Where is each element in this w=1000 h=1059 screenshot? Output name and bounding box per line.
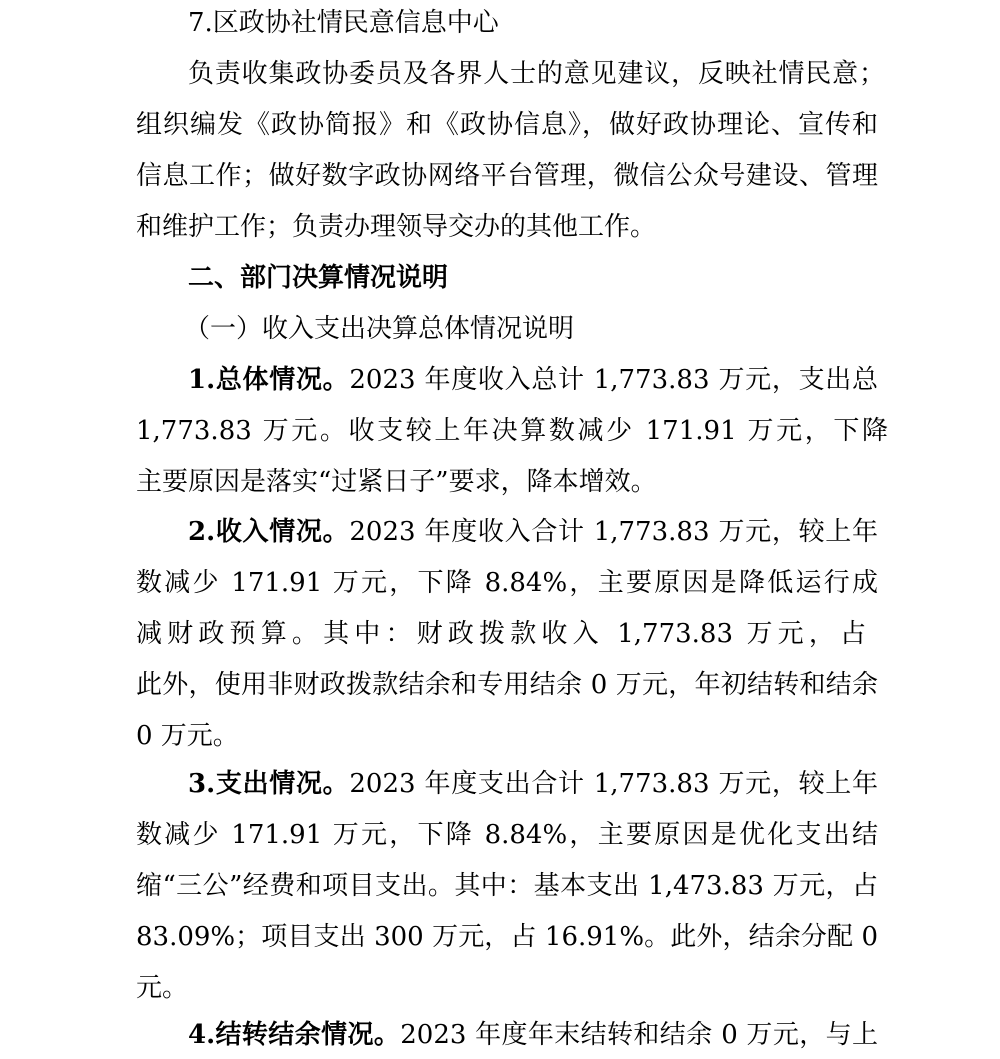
org-heading: 7.区政协社情民意信息中心: [188, 8, 499, 38]
paragraph-line: 0 万元。: [136, 721, 239, 751]
paragraph-line: 主要原因是落实“过紧日子”要求，降本增效。: [136, 467, 657, 497]
org-description-line: 和维护工作；负责办理领导交办的其他工作。: [136, 212, 657, 242]
paragraph-text: 2023 年度年末结转和结余 0 万元，与上: [400, 1020, 878, 1050]
paragraph-lead: 2.收入情况。: [188, 517, 350, 547]
paragraph-line: [188, 767, 878, 801]
paragraph-line: 数减少 171.91 万元，下降 8.84%，主要原因是优化支出结: [136, 820, 878, 850]
paragraph-lead: 1.总体情况。: [188, 365, 350, 395]
org-description-line: 负责收集政协委员及各界人士的意见建议，反映社情民意；: [188, 59, 885, 89]
paragraph-line: 减财政预算。其中：财政拨款收入 1,773.83 万元，占: [136, 619, 866, 649]
paragraph-lead: 4.结转结余情况。: [188, 1020, 401, 1050]
org-description-line: 组织编发《政协简报》和《政协信息》，做好政协理论、宣传和: [136, 110, 878, 140]
paragraph-line: 元。: [136, 973, 189, 1003]
paragraph-line: 83.09%；项目支出 300 万元，占 16.91%。此外，结余分配 0: [136, 922, 878, 952]
paragraph-line: [188, 515, 878, 549]
paragraph-text: 2023 年度收入合计 1,773.83 万元，较上年: [349, 517, 878, 547]
section-heading: 二、部门决算情况说明: [188, 263, 449, 293]
paragraph-line: [188, 1018, 878, 1052]
org-description-line: 信息工作；做好数字政协网络平台管理，微信公众号建设、管理: [136, 161, 878, 191]
paragraph-line: [188, 363, 878, 397]
subsection-heading: （一）收入支出决算总体情况说明: [184, 314, 575, 344]
paragraph-line: 此外，使用非财政拨款结余和专用结余 0 万元，年初结转和结余: [136, 670, 878, 700]
paragraph-text: 2023 年度收入总计 1,773.83 万元，支出总: [349, 365, 878, 395]
paragraph-line: 数减少 171.91 万元，下降 8.84%，主要原因是降低运行成: [136, 568, 878, 598]
paragraph-text: 2023 年度支出合计 1,773.83 万元，较上年: [349, 769, 878, 799]
paragraph-line: 缩“三公”经费和项目支出。其中：基本支出 1,473.83 万元，占: [136, 871, 878, 901]
paragraph-lead: 3.支出情况。: [188, 769, 350, 799]
paragraph-line: 1,773.83 万元。收支较上年决算数减少 171.91 万元，下降: [136, 416, 888, 446]
